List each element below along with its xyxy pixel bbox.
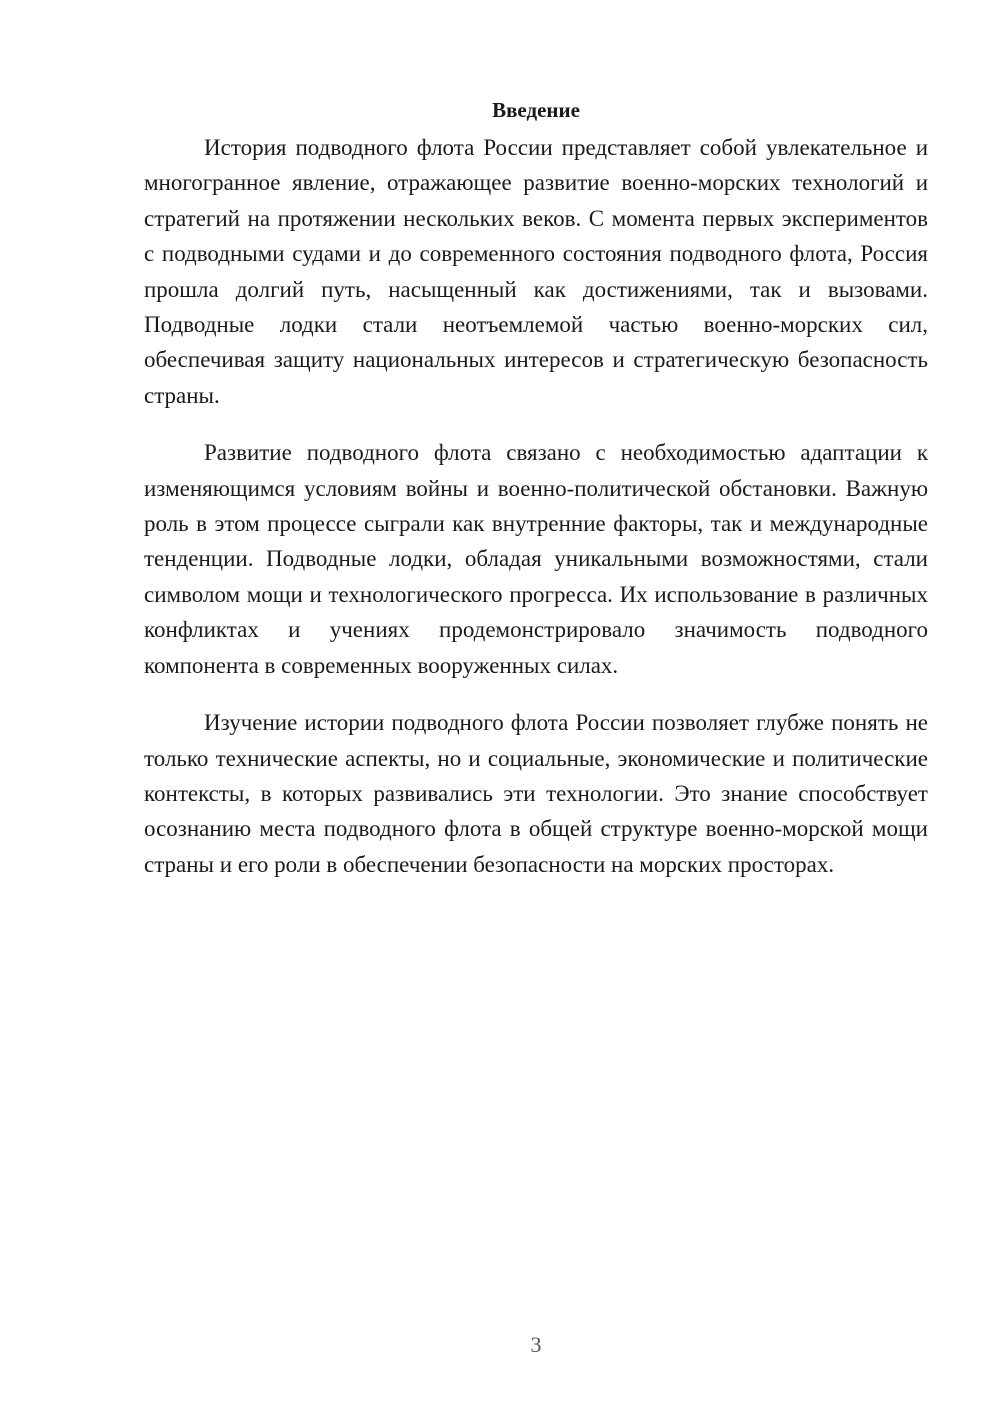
page-number: 3 xyxy=(530,1332,542,1357)
page-body xyxy=(144,90,928,882)
paragraph-1: История подводного флота России представляет собой увлекательное и многогранное явление, отражающее развитие военно-морских технологий и стратегий на протяжении нескольких веков. С момента первых экспериментов с подводными судами и до современного состояния подводного флота, Россия прошла долгий путь, насыщенный как достижениями, так и вызовами. Подводные лодки стали неотъемлемой частью военно-морских сил, обеспечивая защиту национальных интересов и стратегическую безопасность страны. xyxy=(144,135,928,408)
paragraph-3: Изучение истории подводного флота России позволяет глубже понять не только технические аспекты, но и социальные, экономические и политические контексты, в которых развивались эти технологии. Это знание способствует осознанию места подводного флота в общей структуре военно-морской мощи страны и его роли в обеспечении безопасности на морских просторах. xyxy=(144,710,928,877)
paragraph-2: Развитие подводного флота связано с необходимостью адаптации к изменяющимся условиям войны и военно-политической обстановки. Важную роль в этом процессе сыграли как внутренние факторы, так и международные тенденции. Подводные лодки, обладая уникальными возможностями, стали символом мощи и технологического прогресса. Их использование в различных конфликтах и учениях продемонстрировало значимость подводного компонента в современных вооруженных силах. xyxy=(144,440,928,678)
section-heading: Введение xyxy=(492,98,580,122)
